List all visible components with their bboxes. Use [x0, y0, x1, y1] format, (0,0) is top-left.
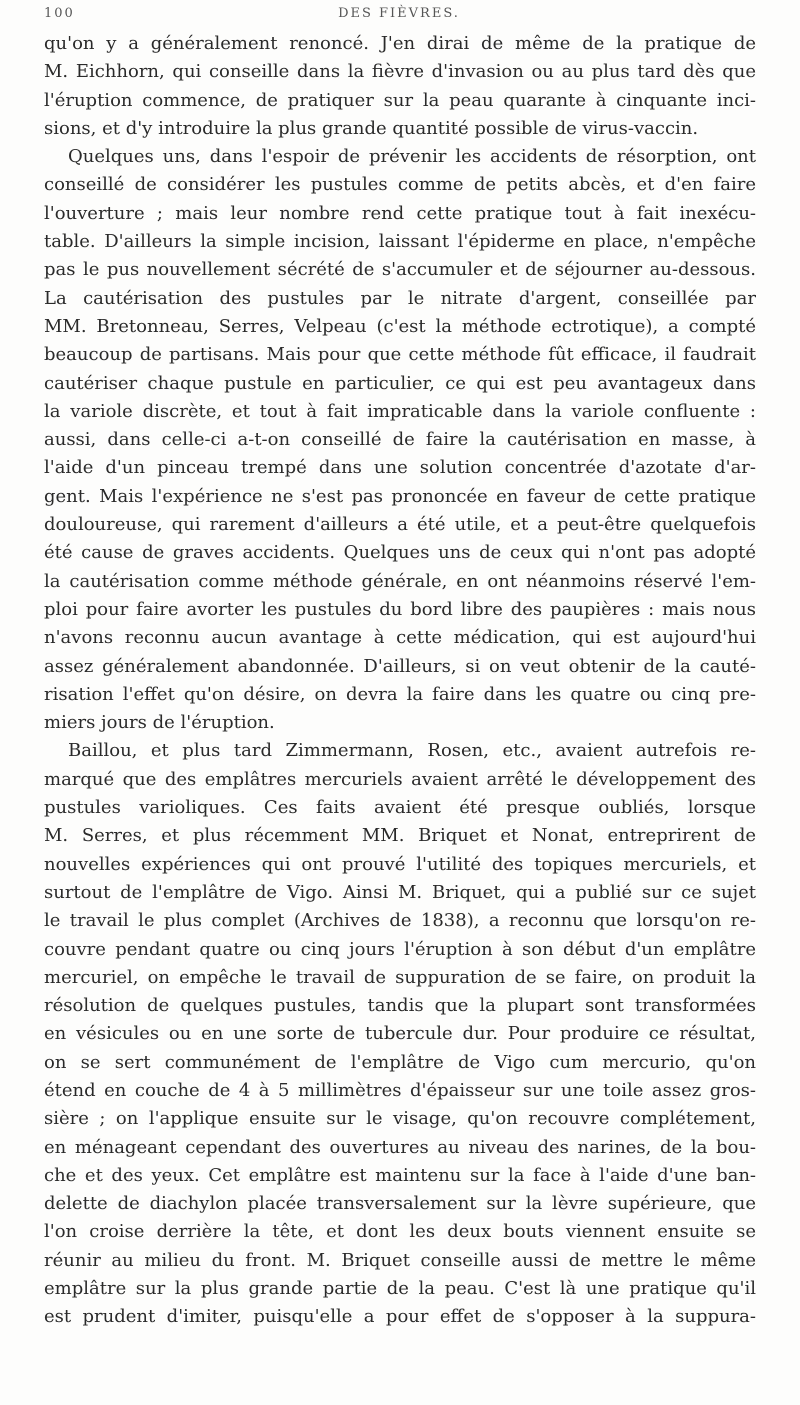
- text-line: n'avons reconnu aucun avantage à cette médication, qui est aujourd'hui: [44, 627, 756, 649]
- text-line: l'ouverture ; mais leur nombre rend cette pratique tout à fait inexécu-: [44, 202, 756, 224]
- text-line: pustules varioliques. Ces faits avaient été presque oubliés, lorsque: [44, 797, 756, 819]
- text-line: beaucoup de partisans. Mais pour que cette méthode fût efficace, il faudrait: [44, 344, 756, 366]
- text-line: le travail le plus complet (Archives de 1838), a reconnu que lorsqu'on re-: [44, 910, 756, 932]
- text-line: l'aide d'un pinceau trempé dans une solution concentrée d'azotate d'ar-: [44, 457, 756, 479]
- text-line: Baillou, et plus tard Zimmermann, Rosen, etc., avaient autrefois re-: [68, 740, 756, 762]
- text-line: marqué que des emplâtres mercuriels avaient arrêté le développement des: [44, 768, 756, 790]
- text-line: est prudent d'imiter, puisqu'elle a pour effet de s'opposer à la suppura-: [44, 1306, 756, 1328]
- text-line: couvre pendant quatre ou cinq jours l'éruption à son début d'un emplâtre: [44, 938, 756, 960]
- page-number: 100: [44, 6, 75, 21]
- text-line: emplâtre sur la plus grande partie de la peau. C'est là une pratique qu'il: [44, 1278, 756, 1300]
- text-line: la cautérisation comme méthode générale, en ont néanmoins réservé l'em-: [44, 570, 756, 592]
- text-line: ploi pour faire avorter les pustules du bord libre des paupières : mais nous: [44, 598, 756, 620]
- text-line: résolution de quelques pustules, tandis que la plupart sont transformées: [44, 995, 756, 1017]
- text-line: miers jours de l'éruption.: [44, 712, 275, 734]
- text-line: en vésicules ou en une sorte de tubercule dur. Pour produire ce résultat,: [44, 1023, 756, 1045]
- text-line: étend en couche de 4 à 5 millimètres d'épaisseur sur une toile assez gros-: [44, 1079, 756, 1101]
- text-line: sière ; on l'applique ensuite sur le visage, qu'on recouvre complétement,: [44, 1108, 756, 1130]
- text-line: che et des yeux. Cet emplâtre est maintenu sur la face à l'aide d'une ban-: [44, 1164, 756, 1186]
- text-line: table. D'ailleurs la simple incision, laissant l'épiderme en place, n'empêche: [44, 231, 756, 253]
- body-text: [44, 30, 756, 1332]
- text-line: risation l'effet qu'on désire, on devra la faire dans les quatre ou cinq pre-: [44, 683, 756, 705]
- text-line: douloureuse, qui rarement d'ailleurs a été utile, et a peut-être quelquefois: [44, 514, 756, 536]
- running-head: [44, 6, 754, 26]
- text-line: assez généralement abandonnée. D'ailleurs, si on veut obtenir de la cauté-: [44, 655, 756, 677]
- text-line: M. Eichhorn, qui conseille dans la fièvre d'invasion ou au plus tard dès que: [44, 61, 756, 83]
- text-line: réunir au milieu du front. M. Briquet conseille aussi de mettre le même: [44, 1249, 756, 1271]
- text-line: MM. Bretonneau, Serres, Velpeau (c'est la méthode ectrotique), a compté: [44, 315, 756, 337]
- text-line: gent. Mais l'expérience ne s'est pas prononcée en faveur de cette pratique: [44, 485, 756, 507]
- text-line: été cause de graves accidents. Quelques uns de ceux qui n'ont pas adopté: [44, 542, 756, 564]
- text-line: la variole discrète, et tout à fait impraticable dans la variole confluente :: [44, 400, 756, 422]
- text-line: cautériser chaque pustule en particulier, ce qui est peu avantageux dans: [44, 372, 756, 394]
- text-line: sions, et d'y introduire la plus grande quantité possible de virus-vaccin.: [44, 117, 699, 139]
- text-line: nouvelles expériences qui ont prouvé l'utilité des topiques mercuriels, et: [44, 853, 756, 875]
- text-line: on se sert communément de l'emplâtre de Vigo cum mercurio, qu'on: [44, 1051, 756, 1073]
- text-line: pas le pus nouvellement sécrété de s'accumuler et de séjourner au-dessous.: [44, 259, 756, 281]
- text-line: delette de diachylon placée transversalement sur la lèvre supérieure, que: [44, 1193, 756, 1215]
- text-line: l'éruption commence, de pratiquer sur la peau quarante à cinquante inci-: [44, 89, 756, 111]
- text-line: mercuriel, on empêche le travail de suppuration de se faire, on produit la: [44, 966, 756, 988]
- text-line: en ménageant cependant des ouvertures au niveau des narines, de la bou-: [44, 1136, 756, 1158]
- text-line: l'on croise derrière la tête, et dont les deux bouts viennent ensuite se: [44, 1221, 756, 1243]
- text-line: Quelques uns, dans l'espoir de prévenir les accidents de résorption, ont: [68, 146, 756, 168]
- text-line: La cautérisation des pustules par le nitrate d'argent, conseillée par: [44, 287, 756, 309]
- text-line: M. Serres, et plus récemment MM. Briquet et Nonat, entreprirent de: [44, 825, 756, 847]
- text-line: qu'on y a généralement renoncé. J'en dirai de même de la pratique de: [44, 33, 756, 54]
- text-line: conseillé de considérer les pustules comme de petits abcès, et d'en faire: [44, 174, 756, 196]
- running-title: DES FIÈVRES.: [338, 6, 460, 21]
- text-line: surtout de l'emplâtre de Vigo. Ainsi M. Briquet, qui a publié sur ce sujet: [44, 881, 756, 903]
- text-line: aussi, dans celle-ci a-t-on conseillé de faire la cautérisation en masse, à: [44, 429, 756, 451]
